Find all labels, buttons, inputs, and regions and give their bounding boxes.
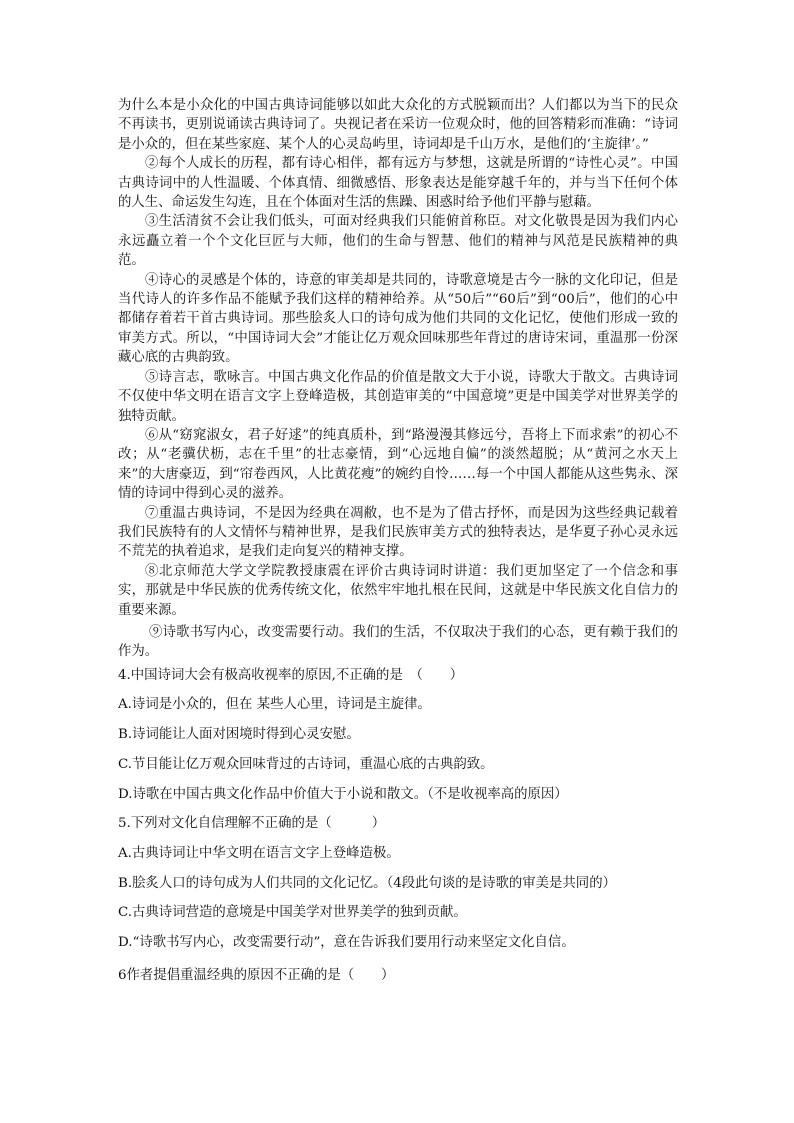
- paragraph-7: ⑦重温古典诗词，不是因为经典在凋敝，也不是为了借古抒怀，而是因为这些经典记载着我们民族特有的人文情怀与精神世界，是我们民族审美方式的独特表达，是华夏子孙心灵永远不荒芜的执着追求，是我们走向复兴的精神支撑。: [118, 505, 678, 560]
- option-d: D.“诗歌书写内心，改变需要行动”，意在告诉我们要用行动来坚定文化自信。: [118, 934, 575, 950]
- paragraph-3: ③生活清贫不会让我们低头，可面对经典我们只能俯首称臣。对文化敬畏是因为我们内心永远矗立着一个个文化巨匠与大师，他们的生命与智慧、他们的精神与风范是民族精神的典范。: [118, 214, 678, 269]
- paragraph-1: 为什么本是小众化的中国古典诗词能够以如此大众化的方式脱颖而出？人们都以为当下的民众不再读书，更别说诵读古典诗词了。央视记者在采访一位观众时，他的回答精彩而准确：“诗词是小众的，但在某些家庭、某个人的心灵岛屿里，诗词却是千山万水，是他们的‘主旋律’。”: [118, 98, 678, 152]
- option-c: C.古典诗词营造的意境是中国美学对世界美学的独到贡献。: [118, 905, 467, 921]
- paragraph-9: ⑨诗歌书写内心，改变需要行动。我们的生活，不仅取决于我们的心态，更有赖于我们的作为。: [118, 624, 678, 660]
- paragraph-4: ④诗心的灵感是个体的，诗意的审美却是共同的，诗歌意境是古今一脉的文化印记，但是当代诗人的许多作品不能赋予我们这样的精神给养。从“50后”“60后”到“00后”，他们的心中都储存着若干首古典诗词。那些脍炙人口的诗句成为他们共同的文化记忆，使他们形成一致的审美方式。所以，“中国诗词大会”才能让亿万观众回味那些年背过的唐诗宋词，重温那一份深藏心底的古典韵致。: [118, 272, 678, 366]
- option-d: D.诗歌在中国古典文化作品中价值大于小说和散文。（不是收视率高的原因）: [118, 786, 568, 802]
- option-a: A.诗词是小众的，但在 某些人心里，诗词是主旋律。: [118, 697, 431, 713]
- question-4: [118, 666, 678, 814]
- paragraph-5: ⑤诗言志，歌咏言。中国古典文化作品的价值是散文大于小说，诗歌大于散文。古典诗词不仅使中华文明在语言文字上登峰造极，其创造审美的“中国意境”更是中国美学对世界美学的独特贡献。: [118, 369, 678, 424]
- option-a: A.古典诗词让中华文明在语言文字上登峰造极。: [118, 845, 400, 861]
- question-5: [118, 814, 678, 962]
- paragraph-8: ⑧北京师范大学文学院教授康震在评价古典诗词时讲道：我们更加坚定了一个信念和事实，那就是中华民族的优秀传统文化，依然牢牢地扎根在民间，这就是中华民族文化自信力的重要来源。: [118, 563, 678, 618]
- option-b: B.诗词能让人面对困境时得到心灵安慰。: [118, 727, 360, 743]
- paragraph-2: ②每个人成长的历程，都有诗心相伴，都有远方与梦想，这就是所谓的“诗性心灵”。中国古典诗词中的人性温暖、个体真情、细微感悟、形象表达是能穿越千年的，并与当下任何个体的人生、命运发生勾连，且在个体面对生活的焦躁、困惑时给予他们平静与慰藉。: [118, 156, 678, 211]
- paragraph-6: ⑥从“窈窕淑女，君子好逑”的纯真质朴，到“路漫漫其修远兮，吾将上下而求索”的初心不改；从“老骥伏枥，志在千里”的壮志豪情，到“心远地自偏”的淡然超脱；从“黄河之水天上来”的大唐豪迈，到“帘卷西风，人比黄花瘦”的婉约自怜……每一个中国人都能从这些隽永、深情的诗词中得到心灵的滋养。: [118, 427, 678, 502]
- option-b: B.脍炙人口的诗句成为人们共同的文化记忆。（4段此句谈的是诗歌的审美是共同的）: [118, 875, 616, 891]
- question-stem: 5.下列对文化自信理解不正确的是（ ）: [118, 816, 386, 832]
- question-6: [118, 966, 678, 996]
- document-page: [118, 96, 678, 995]
- question-stem: 6作者提倡重温经典的原因不正确的是（ ）: [118, 967, 395, 983]
- question-stem: 4.中国诗词大会有极高收视率的原因,不正确的是 （ ）: [118, 667, 464, 683]
- option-c: C.节目能让亿万观众回味背过的古诗词，重温心底的古典韵致。: [118, 756, 494, 772]
